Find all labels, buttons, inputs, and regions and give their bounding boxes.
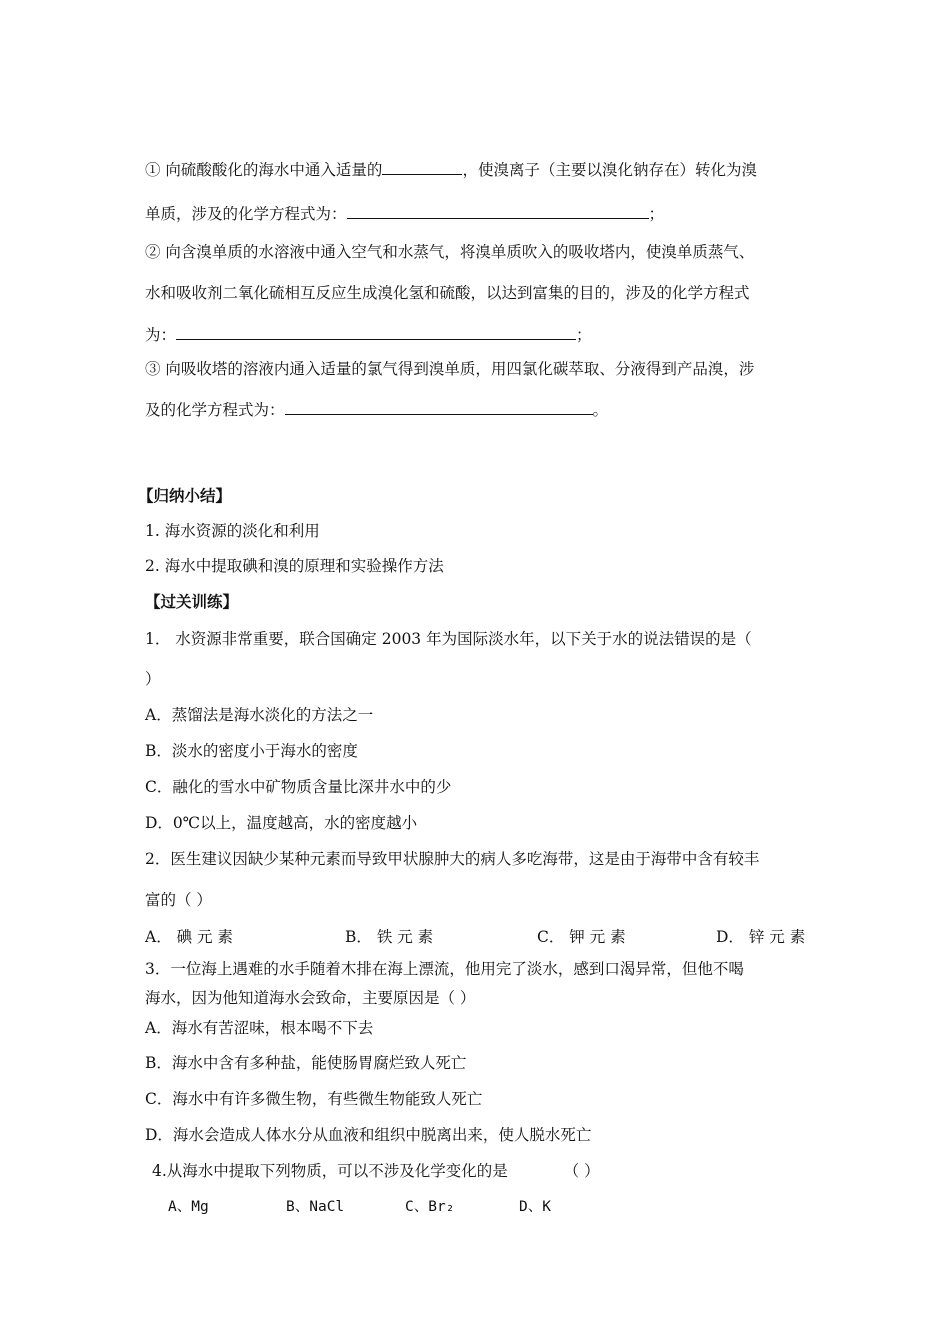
q1-option-c[interactable]: C．融化的雪水中矿物质含量比深井水中的少 — [145, 778, 452, 796]
step2-line1: ② 向含溴单质的水溶液中通入空气和水蒸气，将溴单质吹入的吸收塔内，使溴单质蒸气、 — [145, 243, 755, 261]
step1-line2 — [145, 202, 664, 224]
q4-option-b[interactable]: B、NaCl — [286, 1199, 345, 1215]
step2-end: ； — [576, 326, 592, 344]
q3-option-c[interactable]: C．海水中有许多微生物，有些微生物能致人死亡 — [145, 1090, 483, 1108]
summary-item: 2. 海水中提取碘和溴的原理和实验操作方法 — [145, 557, 444, 575]
q3-option-d[interactable]: D．海水会造成人体水分从血液和组织中脱离出来，使人脱水死亡 — [145, 1126, 592, 1144]
q1-stem: 1． 水资源非常重要，联合国确定 2003 年为国际淡水年，以下关于水的说法错误的是（ — [145, 630, 752, 648]
q2-stem-cont: 富的（ ） — [145, 891, 212, 909]
step3-end: 。 — [592, 401, 609, 419]
step2-line3 — [145, 323, 592, 345]
equation-blank[interactable] — [285, 413, 593, 415]
q1-option-d[interactable]: D．0℃以上，温度越高，水的密度越小 — [145, 814, 418, 832]
q3-stem: 3．一位海上遇难的水手随着木排在海上漂流，他用完了淡水，感到口渴异常，但他不喝 — [145, 960, 744, 978]
q2-stem: 2．医生建议因缺少某种元素而导致甲状腺肿大的病人多吃海带，这是由于海带中含有较丰 — [145, 850, 760, 868]
step2-line2: 水和吸收剂二氧化硫相互反应生成溴化氢和硫酸，以达到富集的目的，涉及的化学方程式 — [145, 284, 750, 302]
step2-text-c: 为： — [145, 326, 177, 344]
q1-stem-cont: ） — [145, 670, 161, 688]
step1-text-c: 单质，涉及的化学方程式为： — [145, 205, 347, 223]
step1-text-a: ① 向硫酸酸化的海水中通入适量的 — [145, 161, 383, 179]
q4-option-c[interactable]: C、Br₂ — [405, 1199, 455, 1215]
step1-end: ； — [648, 205, 665, 223]
q4-stem-text: 4.从海水中提取下列物质，可以不涉及化学变化的是 — [152, 1162, 508, 1180]
step3-text-b: 及的化学方程式为： — [145, 401, 285, 419]
step1-line1 — [145, 158, 757, 180]
q4-answer-paren[interactable]: （ ） — [563, 1162, 600, 1180]
equation-blank[interactable] — [347, 217, 649, 219]
training-heading: 【过关训练】 — [145, 592, 239, 611]
q2-option-a[interactable]: A． 碘 元 素 — [145, 928, 233, 946]
step3-line1: ③ 向吸收塔的溶液内通入适量的氯气得到溴单质，用四氯化碳萃取、分液得到产品溴，涉 — [145, 360, 755, 378]
step3-line2 — [145, 398, 608, 420]
q1-option-b[interactable]: B．淡水的密度小于海水的密度 — [145, 742, 358, 760]
q4-option-d[interactable]: D、K — [519, 1199, 551, 1215]
q2-option-c[interactable]: C． 钾 元 素 — [537, 928, 626, 946]
q2-option-b[interactable]: B． 铁 元 素 — [345, 928, 434, 946]
q3-stem-cont: 海水，因为他知道海水会致命，主要原因是（ ） — [145, 989, 476, 1007]
summary-item: 1. 海水资源的淡化和利用 — [145, 522, 320, 540]
q4-stem — [152, 1159, 600, 1181]
q4-option-a[interactable]: A、Mg — [168, 1199, 209, 1215]
equation-blank[interactable] — [361, 338, 576, 340]
q3-option-a[interactable]: A．海水有苦涩味，根本喝不下去 — [145, 1019, 374, 1037]
summary-heading: 【归纳小结】 — [138, 486, 232, 505]
q3-option-b[interactable]: B．海水中含有多种盐，能使肠胃腐烂致人死亡 — [145, 1054, 467, 1072]
q1-option-a[interactable]: A．蒸馏法是海水淡化的方法之一 — [145, 706, 374, 724]
step1-text-b: ，使溴离子（主要以溴化钠存在）转化为溴 — [462, 161, 757, 179]
equation-blank[interactable] — [176, 338, 361, 340]
q2-option-d[interactable]: D． 锌 元 素 — [716, 928, 806, 946]
answer-blank[interactable] — [382, 173, 462, 175]
